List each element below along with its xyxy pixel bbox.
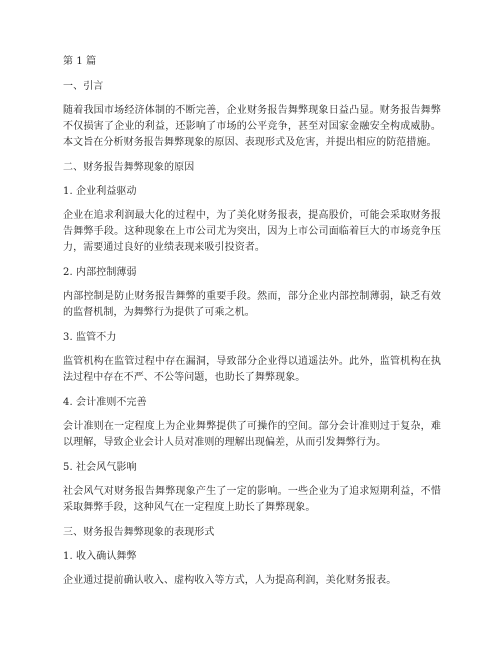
list-item: 3. 监管不力 [63, 332, 117, 343]
list-item: 4. 会计准则不完善 [63, 397, 147, 408]
section-heading: 三、财务报告舞弊现象的表现形式 [63, 527, 215, 538]
paragraph: 企业在追求利润最大化的过程中，为了美化财务报表，提高股价，可能会采取财务报告舞弊手段。这种现象在上市公司尤为突出，因为上市公司面临着巨大的市场竞争压力，需要通过良好的业绩表现来吸引投资者。 [63, 210, 441, 253]
list-item: 2. 内部控制薄弱 [63, 267, 137, 278]
paragraph: 随着我国市场经济体制的不断完善，企业财务报告舞弊现象日益凸显。财务报告舞弊不仅损害了企业的利益，还影响了市场的公平竞争，甚至对国家金融安全构成威胁。本文旨在分析财务报告舞弊现象的原因、表现形式及危害，并提出相应的防范措施。 [63, 105, 441, 148]
paragraph: 监管机构在监管过程中存在漏洞，导致部分企业得以逍遥法外。此外，监管机构在执法过程中存在不严、不公等问题，也助长了舞弊现象。 [63, 356, 441, 383]
list-item: 1. 企业利益驱动 [63, 186, 137, 197]
paragraph: 内部控制是防止财务报告舞弊的重要手段。然而，部分企业内部控制薄弱，缺乏有效的监督机制，为舞弊行为提供了可乘之机。 [63, 291, 441, 318]
list-item: 5. 社会风气影响 [63, 462, 137, 473]
section-heading: 二、财务报告舞弊现象的原因 [63, 162, 195, 173]
part-label: 第 1 篇 [63, 56, 97, 67]
document-page [63, 54, 441, 598]
list-item: 1. 收入确认舞弊 [63, 551, 137, 562]
paragraph: 会计准则在一定程度上为企业舞弊提供了可操作的空间。部分会计准则过于复杂，难以理解，导致企业会计人员对准则的理解出现偏差，从而引发舞弊行为。 [63, 421, 441, 448]
section-heading: 一、引言 [63, 81, 104, 92]
paragraph: 社会风气对财务报告舞弊现象产生了一定的影响。一些企业为了追求短期利益，不惜采取舞弊手段，这种风气在一定程度上助长了舞弊现象。 [63, 486, 441, 513]
paragraph: 企业通过提前确认收入、虚构收入等方式，人为提高利润，美化财务报表。 [63, 575, 397, 586]
